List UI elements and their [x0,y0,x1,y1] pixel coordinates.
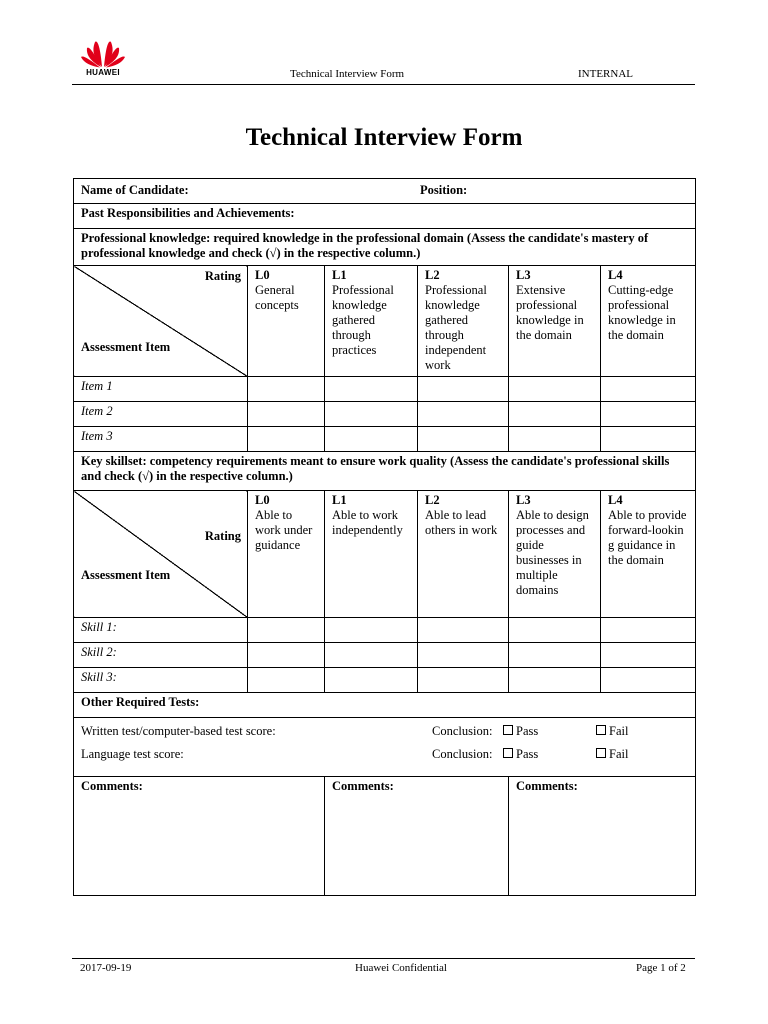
skill-item-label: Skill 2: [74,643,248,668]
written-fail-option[interactable]: Fail [593,720,628,743]
checkbox-icon[interactable] [596,725,606,735]
rating-cell[interactable] [418,668,509,693]
rating-cell[interactable] [509,618,601,643]
rating-cell[interactable] [418,402,509,427]
rating-cell[interactable] [325,618,418,643]
knowledge-item-label: Item 1 [74,377,248,402]
table-row [74,402,696,427]
page-header [0,0,768,90]
skills-level-l0: L0 Able to work under guidance [248,491,325,618]
footer-date: 2017-09-19 [80,962,132,974]
comments-box-2[interactable] [325,777,509,896]
rating-cell[interactable] [418,618,509,643]
other-tests-heading-row [74,693,696,718]
checkbox-icon[interactable] [503,748,513,758]
other-tests-heading: Other Required Tests: [74,693,696,718]
written-test-line [74,720,695,743]
comments-label: Comments: [81,779,143,793]
comments-box-1[interactable] [74,777,325,896]
written-conclusion-label: Conclusion: [432,724,493,738]
skills-levels-row [74,491,696,618]
interview-form-table [73,178,696,896]
comments-row [74,777,696,896]
footer-page-number: Page 1 of 2 [636,962,686,974]
rating-cell[interactable] [418,643,509,668]
rating-cell[interactable] [325,643,418,668]
footer-confidential: Huawei Confidential [355,962,447,974]
knowledge-level-l2: L2 Professional knowledge gathered through independent work [418,266,509,377]
tests-row [74,718,696,777]
brand-text: HUAWEI [86,68,120,77]
skills-rating-label: Rating [204,529,241,543]
rating-cell[interactable] [325,427,418,452]
table-row [74,618,696,643]
page-title: Technical Interview Form [245,124,523,151]
header-classification: INTERNAL [578,68,633,80]
rating-cell[interactable] [601,618,696,643]
rating-cell[interactable] [248,668,325,693]
knowledge-rating-label: Rating [204,269,241,283]
rating-cell[interactable] [248,427,325,452]
comments-box-3[interactable] [509,777,696,896]
rating-cell[interactable] [248,377,325,402]
rating-cell[interactable] [248,643,325,668]
huawei-petals-icon [78,38,128,68]
table-row [74,668,696,693]
rating-cell[interactable] [418,427,509,452]
knowledge-level-l0: L0 General concepts [248,266,325,377]
rating-cell[interactable] [325,377,418,402]
rating-cell[interactable] [509,402,601,427]
rating-cell[interactable] [509,377,601,402]
language-fail-option[interactable]: Fail [593,743,628,766]
position-label: Position: [420,183,468,197]
knowledge-levels-row [74,266,696,377]
knowledge-diagonal-header [74,266,248,377]
rating-cell[interactable] [509,427,601,452]
knowledge-level-l3: L3 Extensive professional knowledge in the domain [509,266,601,377]
rating-cell[interactable] [248,402,325,427]
candidate-name-label: Name of Candidate: [81,183,189,197]
rating-cell[interactable] [248,618,325,643]
language-test-label: Language test score: [81,747,184,761]
table-row [74,427,696,452]
table-row [74,377,696,402]
knowledge-level-l4: L4 Cutting-edge professional knowledge in the domain [601,266,696,377]
written-pass-option[interactable]: Pass [500,720,538,743]
knowledge-assessment-label: Assessment Item [81,340,171,354]
past-responsibilities-label: Past Responsibilities and Achievements: [74,204,696,229]
rating-cell[interactable] [601,377,696,402]
table-row [74,643,696,668]
rating-cell[interactable] [509,668,601,693]
rating-cell[interactable] [601,402,696,427]
knowledge-item-label: Item 3 [74,427,248,452]
knowledge-heading: Professional knowledge: required knowledge in the professional domain (Assess the candidate's mastery of professional knowledge and check (√) in the respective column.) [74,229,696,266]
language-test-line [74,743,695,766]
knowledge-item-label: Item 2 [74,402,248,427]
skill-item-label: Skill 3: [74,668,248,693]
comments-label: Comments: [516,779,578,793]
rating-cell[interactable] [601,668,696,693]
header-doc-name: Technical Interview Form [290,68,405,80]
header-rule [72,84,695,85]
huawei-logo [78,38,128,77]
written-test-label: Written test/computer-based test score: [81,724,276,738]
skills-diagonal-header [74,491,248,618]
skills-assessment-label: Assessment Item [81,568,171,582]
footer-rule [72,958,695,959]
skills-level-l3: L3 Able to design processes and guide businesses in multiple domains [509,491,601,618]
past-responsibilities-row [74,204,696,229]
knowledge-level-l1: L1 Professional knowledge gathered through practices [325,266,418,377]
candidate-row [74,179,696,204]
knowledge-heading-row [74,229,696,266]
rating-cell[interactable] [325,668,418,693]
skills-level-l4: L4 Able to provide forward-lookin g guidance in the domain [601,491,696,618]
skills-level-l1: L1 Able to work independently [325,491,418,618]
checkbox-icon[interactable] [596,748,606,758]
language-pass-option[interactable]: Pass [500,743,538,766]
skills-level-l2: L2 Able to lead others in work [418,491,509,618]
language-conclusion-label: Conclusion: [432,747,493,761]
rating-cell[interactable] [601,427,696,452]
rating-cell[interactable] [418,377,509,402]
rating-cell[interactable] [509,643,601,668]
skills-heading: Key skillset: competency requirements meant to ensure work quality (Assess the candidate's professional skills and check (√) in the respective column.) [74,452,696,491]
rating-cell[interactable] [325,402,418,427]
skills-heading-row [74,452,696,491]
checkbox-icon[interactable] [503,725,513,735]
comments-label: Comments: [332,779,394,793]
rating-cell[interactable] [601,643,696,668]
skill-item-label: Skill 1: [74,618,248,643]
